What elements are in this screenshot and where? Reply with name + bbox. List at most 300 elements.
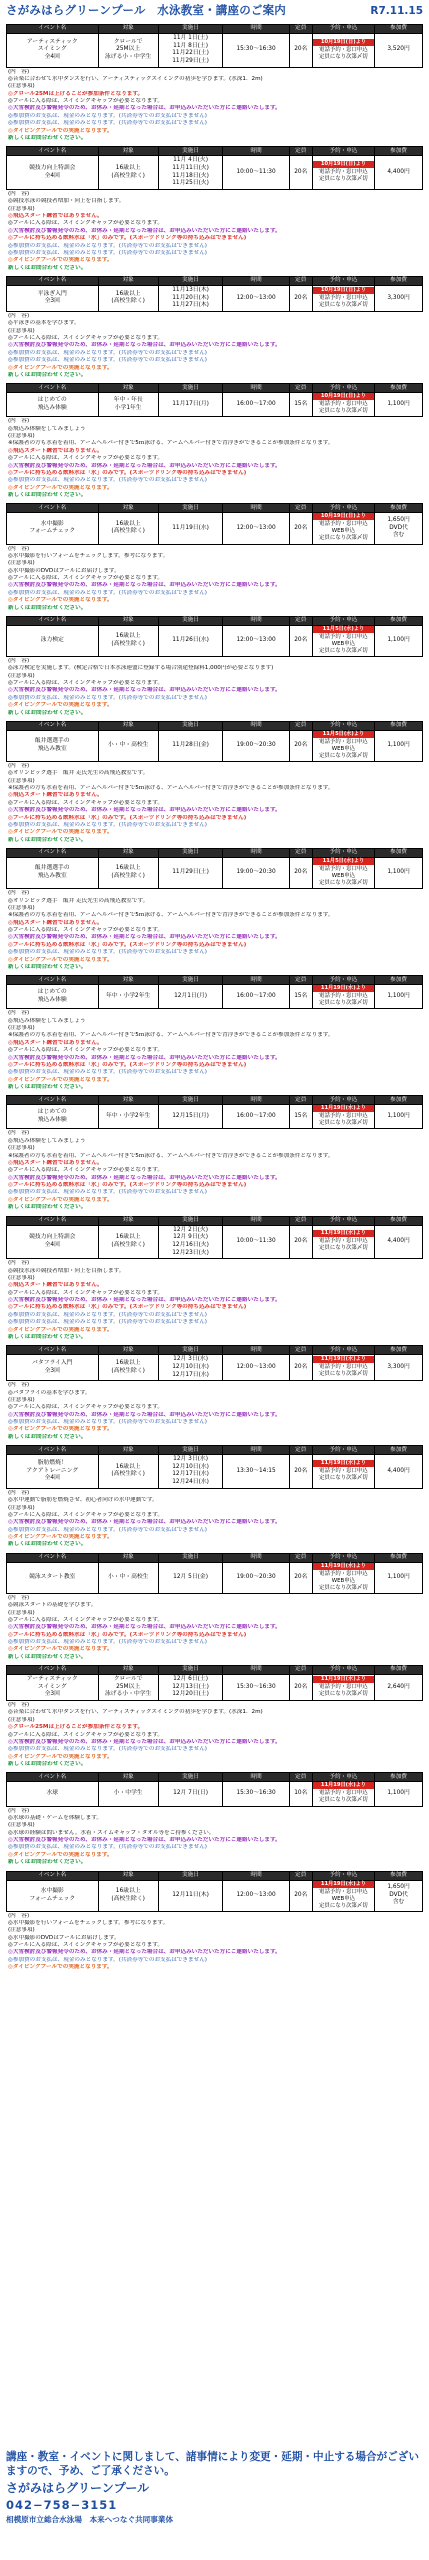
detail-line: ◎参加費のお支払は、現金のみとなります。(共済券等でのお支払はできません) bbox=[8, 349, 207, 356]
col-time: 時間 bbox=[223, 277, 290, 286]
col-target: 対象 bbox=[98, 849, 158, 858]
detail-line: ◎飛込スタート練習ではありません。 bbox=[8, 1159, 103, 1166]
detail-line: ◎参加費のお支払は、現金のみとなります。(共済券等でのお支払はできません) bbox=[8, 249, 207, 256]
col-time: 時間 bbox=[223, 147, 290, 156]
col-target: 対象 bbox=[98, 147, 158, 156]
footer-phone: 042−758−3151 bbox=[6, 2497, 118, 2512]
col-fee: 参加費 bbox=[375, 277, 423, 286]
reservation-start-badge: 11月19日(水)より bbox=[313, 985, 374, 992]
event-list bbox=[6, 24, 423, 1972]
event-table bbox=[6, 975, 423, 1009]
issue-date: R7.11.15 bbox=[370, 5, 423, 17]
detail-line: ◎水球の基礎・ゲームを体験します。 bbox=[8, 1814, 102, 1821]
detail-line: ◎ダイビングプールでの実施となります。 bbox=[8, 956, 113, 963]
event-table bbox=[6, 721, 423, 762]
event-block bbox=[6, 975, 423, 1091]
event-fee: 1,100円 bbox=[375, 1562, 423, 1593]
reservation-start-badge: 11月19日(水)より bbox=[313, 1881, 374, 1888]
table-row bbox=[7, 625, 423, 656]
footer bbox=[6, 2450, 423, 2525]
col-target: 対象 bbox=[98, 1346, 158, 1355]
event-target: 小・中学生 bbox=[98, 1782, 158, 1806]
reservation-method: 電話予約・窓口申込 定員になり次第〆切 bbox=[319, 294, 368, 308]
detail-line: ◎競技水泳の競技者増加・向上を目指します。 bbox=[8, 198, 125, 205]
col-fee: 参加費 bbox=[375, 1216, 423, 1225]
col-reservation: 予約・申込 bbox=[312, 147, 374, 156]
detail-line: ◎音楽に合わせて水中ダンスを行い、アーティスティックスイミングの初歩を学びます。(水深1．2m) bbox=[8, 75, 263, 82]
detail-line: (注意事項) bbox=[8, 904, 35, 911]
event-name: 飯井選選手の 飛込み教室 bbox=[7, 858, 99, 889]
event-name: 平泳ぎ入門 全3回 bbox=[7, 286, 99, 312]
detail-line: ◎水中運動で脂肪を燃焼させ、初心者向けの水中運動です。 bbox=[8, 1497, 158, 1504]
footer-address: 相模原市立総合水泳場 本来へつなぐ共同事業体 bbox=[6, 2514, 174, 2524]
detail-line: (注意事項) bbox=[8, 560, 35, 567]
detail-line: (内 容) bbox=[8, 1807, 30, 1814]
col-reservation: 予約・申込 bbox=[312, 616, 374, 625]
detail-line: 新しくはお問合わせください。 bbox=[8, 1433, 87, 1440]
reservation-method: 電話予約・窓口申込 定員になり次第〆切 bbox=[319, 1364, 368, 1378]
col-fee: 参加費 bbox=[375, 1553, 423, 1562]
event-details bbox=[6, 1594, 423, 1661]
detail-line: ◎大雪検討及び警報発令のため、お休み・延期となった場合は、お申込みいただいた方にご連絡いたします。 bbox=[8, 687, 281, 694]
detail-line: ◎プールに持ち込める飲料水は「水」のみです。(スポーツドリンク等の持ち込みはできません) bbox=[8, 235, 247, 242]
col-target: 対象 bbox=[98, 384, 158, 393]
table-header-row bbox=[7, 1871, 423, 1880]
reservation-method: 電話予約・窓口申込 WEB申込 定員になり次第〆切 bbox=[319, 1888, 368, 1909]
col-time: 時間 bbox=[223, 1346, 290, 1355]
reservation-method: 電話予約・窓口申込 WEB申込 定員になり次第〆切 bbox=[319, 633, 368, 654]
event-dates: 12月 6日(土) 12月13日(土) 12月20日(土) bbox=[158, 1675, 222, 1701]
event-block bbox=[6, 1216, 423, 1342]
detail-line: (内 容) bbox=[8, 418, 30, 425]
event-name: アーティスティック スイミング 全4回 bbox=[7, 34, 99, 68]
detail-line: 新しくはお問合わせください。 bbox=[8, 1541, 87, 1548]
detail-line: ◎プールに入る際は、スイミングキャップが必要となります。 bbox=[8, 455, 163, 462]
table-row bbox=[7, 34, 423, 68]
col-fee: 参加費 bbox=[375, 976, 423, 985]
col-reservation: 予約・申込 bbox=[312, 849, 374, 858]
event-target: 16歳以上 (高校生除く) bbox=[98, 1355, 158, 1381]
detail-line: (注意事項) bbox=[8, 1396, 35, 1403]
reservation-method: 電話予約・窓口申込 WEB申込 定員になり次第〆切 bbox=[319, 738, 368, 759]
col-reservation: 予約・申込 bbox=[312, 1346, 374, 1355]
col-capacity: 定員 bbox=[289, 25, 312, 34]
detail-line: ◎水中撮影のDVDはプールにお届けします。 bbox=[8, 1934, 120, 1941]
col-capacity: 定員 bbox=[289, 504, 312, 513]
detail-line: 新しくはお問合わせください。 bbox=[8, 371, 87, 378]
event-dates: 11月28日(金) bbox=[158, 730, 222, 761]
detail-line: ◎大雪検討及び警報発令のため、お休み・延期となった場合は、お申込みいただいた方にご連絡いたします。 bbox=[8, 1054, 281, 1061]
event-details bbox=[6, 1129, 423, 1211]
event-details bbox=[6, 1009, 423, 1091]
event-block bbox=[6, 1095, 423, 1211]
detail-line: ◎ダイビングプールでの実施となります。 bbox=[8, 127, 113, 134]
detail-line: ◎参加費のお支払は、現金のみとなります。(共済券等でのお支払はできません) bbox=[8, 242, 207, 249]
reservation-start-badge: 11月5日(水)より bbox=[313, 858, 374, 865]
event-dates: 12月11日(木) bbox=[158, 1880, 222, 1911]
col-time: 時間 bbox=[223, 976, 290, 985]
reservation-method: 電話予約・窓口申込 定員になり次第〆切 bbox=[319, 46, 368, 60]
col-time: 時間 bbox=[223, 1773, 290, 1782]
detail-line: 新しくはお問合わせください。 bbox=[8, 264, 87, 271]
reservation-start-badge: 11月19日(水)より bbox=[313, 1356, 374, 1363]
event-name: アーティスティック スイミング 全3回 bbox=[7, 1675, 99, 1701]
detail-line: ◎大雪検討及び警報発令のため、お休み・延期となった場合は、お申込みいただいた方にご連絡いたします。 bbox=[8, 1411, 281, 1418]
detail-line: (注意事項) bbox=[8, 672, 35, 679]
detail-line: ◎大雪検討及び警報発令のため、お休み・延期となった場合は、お申込みいただいた方にご連絡いたします。 bbox=[8, 807, 281, 814]
table-row bbox=[7, 730, 423, 761]
table-row bbox=[7, 393, 423, 417]
detail-line: ◎飛込スタート練習ではありません。 bbox=[8, 792, 103, 799]
event-time: 12:00〜13:00 bbox=[223, 625, 290, 656]
event-dates: 12月 2日(火) 12月 9日(火) 12月16日(火) 12月23日(火) bbox=[158, 1225, 222, 1259]
event-fee: 1,100円 bbox=[375, 730, 423, 761]
event-time: 12:00〜13:00 bbox=[223, 1880, 290, 1911]
col-event-name: イベント名 bbox=[7, 1666, 99, 1675]
event-capacity: 20名 bbox=[289, 1455, 312, 1489]
event-capacity: 20名 bbox=[289, 1225, 312, 1259]
detail-line: ◎オリンピック選手 飯井 走氏先生の高飛込教室です。 bbox=[8, 897, 149, 904]
detail-line: (注意事項) bbox=[8, 1822, 35, 1829]
detail-line: ◎ダイビングプールでの実施となります。 bbox=[8, 1753, 113, 1760]
page-header bbox=[6, 3, 423, 20]
detail-line: ◎飛込み体験をしてみましょう bbox=[8, 1137, 86, 1144]
detail-line: 新しくはお問合わせください。 bbox=[8, 963, 87, 970]
col-date: 実施日 bbox=[158, 849, 222, 858]
table-row bbox=[7, 858, 423, 889]
col-date: 実施日 bbox=[158, 504, 222, 513]
reservation-start-badge: 10月19日(日)より bbox=[313, 513, 374, 520]
event-reservation bbox=[312, 1105, 374, 1129]
detail-line: ◎ダイビングプールでの実施となります。 bbox=[8, 1964, 113, 1971]
event-time: 16:00〜17:00 bbox=[223, 1105, 290, 1129]
detail-line: ◎大雪検討及び警報発令のため、お休み・延期となった場合は、お申込みいただいた方にご連絡いたします。 bbox=[8, 1837, 281, 1843]
detail-line: (注意事項) bbox=[8, 433, 35, 440]
detail-line: ◎大雪検討及び警報発令のため、お休み・延期となった場合は、お申込みいただいた方にご連絡いたします。 bbox=[8, 462, 281, 469]
col-fee: 参加費 bbox=[375, 504, 423, 513]
col-date: 実施日 bbox=[158, 1446, 222, 1455]
col-capacity: 定員 bbox=[289, 1216, 312, 1225]
detail-line: ◎飛込スタート練習ではありません。 bbox=[8, 447, 103, 454]
detail-line: (内 容) bbox=[8, 312, 30, 319]
detail-line: ◎ダイビングプールでの実施となります。 bbox=[8, 484, 113, 491]
event-name: はじめての 飛込み体験 bbox=[7, 1105, 99, 1129]
event-time: 10:00〜11:30 bbox=[223, 1225, 290, 1259]
event-details bbox=[6, 1259, 423, 1341]
col-event-name: イベント名 bbox=[7, 1773, 99, 1782]
detail-line: ◎参加費のお支払は、現金のみとなります。(共済券等でのお支払はできません) bbox=[8, 694, 207, 701]
detail-line: ◎プールに持ち込める飲料水は「水」のみです。(スポーツドリンク等の持ち込みはできません) bbox=[8, 1631, 247, 1638]
event-target: クロールで 25M以上 泳げる小・中学生 bbox=[98, 1675, 158, 1701]
detail-line: 新しくはお問合わせください。 bbox=[8, 134, 87, 141]
col-event-name: イベント名 bbox=[7, 147, 99, 156]
table-row bbox=[7, 156, 423, 190]
col-target: 対象 bbox=[98, 25, 158, 34]
col-fee: 参加費 bbox=[375, 1346, 423, 1355]
detail-line: ◎クロール25Mは上げることが参加条件となります。 bbox=[8, 1724, 144, 1731]
detail-line: (注意事項) bbox=[8, 777, 35, 784]
col-capacity: 定員 bbox=[289, 384, 312, 393]
detail-line: (注意事項) bbox=[8, 1274, 35, 1281]
col-capacity: 定員 bbox=[289, 1446, 312, 1455]
event-time: 10:00〜11:30 bbox=[223, 156, 290, 190]
detail-line: 新しくはお問合わせください。 bbox=[8, 604, 87, 611]
detail-line: (内 容) bbox=[8, 1489, 30, 1496]
table-row bbox=[7, 513, 423, 544]
footer-pool-name: さがみはらグリーンプール bbox=[6, 2480, 150, 2495]
table-row bbox=[7, 1355, 423, 1381]
event-capacity: 15名 bbox=[289, 393, 312, 417]
detail-line: ◎泳力検定を実施します。(検定合格で日本水泳連盟に登録する場合別途登録料1,000円が必要となります) bbox=[8, 665, 274, 672]
detail-line: ◎参加費のお支払は、現金のみとなります。(共済券等でのお支払はできません) bbox=[8, 1526, 207, 1533]
event-block bbox=[6, 1871, 423, 1972]
event-dates: 11月19日(水) bbox=[158, 513, 222, 544]
event-time: 12:00〜13:00 bbox=[223, 1355, 290, 1381]
detail-line: ◎大雪検討及び警報発令のため、お休み・延期となった場合は、お申込みいただいた方にご連絡いたします。 bbox=[8, 1297, 281, 1304]
detail-line: ◎プールに入る際は、スイミングキャップが必要となります。 bbox=[8, 927, 163, 934]
col-reservation: 予約・申込 bbox=[312, 504, 374, 513]
col-capacity: 定員 bbox=[289, 1553, 312, 1562]
detail-line: ◎プールに入る際は、スイミングキャップが必要となります。 bbox=[8, 1404, 163, 1411]
col-date: 実施日 bbox=[158, 976, 222, 985]
event-table bbox=[6, 1345, 423, 1381]
detail-line: ◎参加費のお支払は、現金のみとなります。(共済券等でのお支払はできません) bbox=[8, 1639, 207, 1646]
reservation-start-badge: 11月5日(水)より bbox=[313, 626, 374, 633]
col-date: 実施日 bbox=[158, 1096, 222, 1105]
detail-line: ◎ダイビングプールでの実施となります。 bbox=[8, 1076, 113, 1083]
col-reservation: 予約・申込 bbox=[312, 1666, 374, 1675]
event-details bbox=[6, 657, 423, 717]
col-date: 実施日 bbox=[158, 616, 222, 625]
detail-line: ◎プールに入る際は、スイミングキャップが必要となります。 bbox=[8, 1616, 163, 1623]
col-target: 対象 bbox=[98, 1096, 158, 1105]
detail-line: ◎参加費のお支払は、現金のみとなります。(共済券等でのお支払はできません) bbox=[8, 1956, 207, 1963]
detail-line: 新しくはお問合わせください。 bbox=[8, 709, 87, 716]
event-fee: 3,300円 bbox=[375, 1355, 423, 1381]
table-header-row bbox=[7, 1446, 423, 1455]
detail-line: (内 容) bbox=[8, 1130, 30, 1137]
detail-line: 新しくはお問合わせください。 bbox=[8, 1859, 87, 1866]
event-table bbox=[6, 383, 423, 417]
detail-line: ◎プールに持ち込める飲料水は「水」のみです。(スポーツドリンク等の持ち込みはできません) bbox=[8, 1182, 247, 1189]
col-reservation: 予約・申込 bbox=[312, 1096, 374, 1105]
col-target: 対象 bbox=[98, 1666, 158, 1675]
event-fee: 1,650円 DVD代 含む bbox=[375, 1880, 423, 1911]
event-target: 小・中・高校生 bbox=[98, 730, 158, 761]
detail-line: ◎プールに持ち込める飲料水は「水」のみです。(スポーツドリンク等の持ち込みはできません) bbox=[8, 941, 247, 948]
table-header-row bbox=[7, 504, 423, 513]
detail-line: ◎プールに入る際は、スイミングキャップが必要となります。 bbox=[8, 1942, 163, 1949]
table-row bbox=[7, 1675, 423, 1701]
detail-line: ◎参加費のお支払は、現金のみとなります。(共済券等でのお支払はできません) bbox=[8, 120, 207, 127]
col-target: 対象 bbox=[98, 976, 158, 985]
detail-line: ◎ダイビングプールでの実施となります。 bbox=[8, 1646, 113, 1653]
event-time: 15:30〜16:30 bbox=[223, 1782, 290, 1806]
col-fee: 参加費 bbox=[375, 1096, 423, 1105]
event-capacity: 15名 bbox=[289, 1105, 312, 1129]
event-table bbox=[6, 848, 423, 889]
col-reservation: 予約・申込 bbox=[312, 25, 374, 34]
event-fee: 1,100円 bbox=[375, 985, 423, 1009]
detail-line: ◎参加費のお支払は、現金のみとなります。(共済券等でのお支払はできません) bbox=[8, 357, 207, 364]
detail-line: ◎水球の経験は問いません。水着・スイムキャップ・タオル等をご持参ください。 bbox=[8, 1829, 215, 1836]
detail-line: ◎飛込み体験をしてみましょう bbox=[8, 425, 86, 432]
detail-line: (内 容) bbox=[8, 68, 30, 75]
detail-line: ◎大雪検討及び警報発令のため、お休み・延期となった場合は、お申込みいただいた方にご連絡いたします。 bbox=[8, 1174, 281, 1181]
event-fee: 2,640円 bbox=[375, 1675, 423, 1701]
detail-line: (内 容) bbox=[8, 657, 30, 664]
event-fee: 1,100円 bbox=[375, 858, 423, 889]
event-details bbox=[6, 889, 423, 971]
col-date: 実施日 bbox=[158, 1346, 222, 1355]
detail-line: ◎大雪検討及び警報発令のため、お休み・延期となった場合は、お申込みいただいた方にご連絡いたします。 bbox=[8, 105, 281, 112]
event-details bbox=[6, 68, 423, 143]
detail-line: ◎プールに持ち込める飲料水は「水」のみです。(スポーツドリンク等の持ち込みはできません) bbox=[8, 1061, 247, 1068]
detail-line: ◎ダイビングプールでの実施となります。 bbox=[8, 1534, 113, 1540]
reservation-start-badge: 11月19日(水)より bbox=[313, 1676, 374, 1683]
col-target: 対象 bbox=[98, 616, 158, 625]
detail-line: ◎プールに入る際は、スイミングキャップが必要となります。 bbox=[8, 680, 163, 687]
col-time: 時間 bbox=[223, 25, 290, 34]
detail-line: ◎飛込スタート練習ではありません。 bbox=[8, 1039, 103, 1046]
event-name: 競技力向上特訓会 全4回 bbox=[7, 1225, 99, 1259]
event-fee: 1,650円 DVD代 含む bbox=[375, 513, 423, 544]
event-block bbox=[6, 276, 423, 379]
detail-line: ◎大雪検討及び警報発令のため、お休み・延期となった場合は、お申込みいただいた方にご連絡いたします。 bbox=[8, 227, 281, 234]
table-header-row bbox=[7, 25, 423, 34]
col-target: 対象 bbox=[98, 721, 158, 730]
detail-line: ◎大雪検討及び警報発令のため、お休み・延期となった場合は、お申込みいただいた方にご連絡いたします。 bbox=[8, 934, 281, 941]
event-time: 12:00〜13:00 bbox=[223, 286, 290, 312]
detail-line: 新しくはお問合わせください。 bbox=[8, 1084, 87, 1091]
event-time: 19:00〜20:30 bbox=[223, 730, 290, 761]
col-fee: 参加費 bbox=[375, 616, 423, 625]
detail-line: ◎プールに持ち込める飲料水は「水」のみです。(スポーツドリンク等の持ち込みはできません) bbox=[8, 814, 247, 821]
detail-line: ◎競技水泳の競技者増加・向上を目指します。 bbox=[8, 1267, 125, 1274]
reservation-method: 電話予約・窓口申込 定員になり次第〆切 bbox=[319, 993, 368, 1007]
event-reservation bbox=[312, 1355, 374, 1381]
event-table bbox=[6, 276, 423, 312]
table-row bbox=[7, 985, 423, 1009]
detail-line: (注意事項) bbox=[8, 1025, 35, 1032]
col-capacity: 定員 bbox=[289, 849, 312, 858]
detail-line: ◎クロール25Mは上げることが参加条件となります。 bbox=[8, 90, 144, 97]
event-capacity: 20名 bbox=[289, 34, 312, 68]
col-reservation: 予約・申込 bbox=[312, 721, 374, 730]
table-header-row bbox=[7, 616, 423, 625]
page-title: さがみはらグリーンプール 水泳教室・講座のご案内 bbox=[6, 3, 286, 17]
detail-line: (内 容) bbox=[8, 190, 30, 197]
event-target: 16歳以上 (高校生除く) bbox=[98, 156, 158, 190]
event-block bbox=[6, 1553, 423, 1661]
col-time: 時間 bbox=[223, 504, 290, 513]
detail-line: ◎飛込スタート練習ではありません。 bbox=[8, 1282, 103, 1289]
event-time: 15:30〜16:30 bbox=[223, 1675, 290, 1701]
event-fee: 1,100円 bbox=[375, 1782, 423, 1806]
col-event-name: イベント名 bbox=[7, 1553, 99, 1562]
table-row bbox=[7, 1105, 423, 1129]
detail-line: ※保護者の方も水着を着用、アームヘルパー付きで5ｍ泳げる、アームヘルパー付きで背浮きができることが参加条件となります。 bbox=[8, 1032, 334, 1039]
col-reservation: 予約・申込 bbox=[312, 1216, 374, 1225]
col-reservation: 予約・申込 bbox=[312, 1773, 374, 1782]
event-name: 泳力検定 bbox=[7, 625, 99, 656]
detail-line: ◎ダイビングプールでの実施となります。 bbox=[8, 1851, 113, 1858]
event-details bbox=[6, 1807, 423, 1867]
detail-line: (内 容) bbox=[8, 545, 30, 552]
detail-line: (内 容) bbox=[8, 1010, 30, 1017]
event-details bbox=[6, 762, 423, 844]
detail-line: ◎飛込スタート練習ではありません。 bbox=[8, 919, 103, 926]
col-date: 実施日 bbox=[158, 1773, 222, 1782]
event-dates: 11月26日(水) bbox=[158, 625, 222, 656]
reservation-start-badge: 11月19日(水)より bbox=[313, 1105, 374, 1112]
detail-line: ◎参加費のお支払は、現金のみとなります。(共済券等でのお支払はできません) bbox=[8, 949, 207, 956]
col-date: 実施日 bbox=[158, 384, 222, 393]
event-reservation bbox=[312, 858, 374, 889]
event-capacity: 15名 bbox=[289, 985, 312, 1009]
detail-line: ◎参加費のお支払は、現金のみとなります。(共済券等でのお支払はできません) bbox=[8, 1844, 207, 1851]
event-name: 競泳スタート教室 bbox=[7, 1562, 99, 1593]
detail-line: ◎参加費のお支払は、現金のみとなります。(共済券等でのお支払はできません) bbox=[8, 1746, 207, 1753]
event-name: はじめての 飛込み体験 bbox=[7, 985, 99, 1009]
event-block bbox=[6, 1772, 423, 1866]
reservation-start-badge: 10月19日(日)より bbox=[313, 39, 374, 46]
reservation-start-badge: 11月19日(水)より bbox=[313, 1460, 374, 1467]
event-block bbox=[6, 503, 423, 611]
event-details bbox=[6, 545, 423, 612]
event-reservation bbox=[312, 1782, 374, 1806]
event-dates: 12月 7日(日) bbox=[158, 1782, 222, 1806]
reservation-method: 電話予約・窓口申込 定員になり次第〆切 bbox=[319, 1467, 368, 1481]
event-block bbox=[6, 383, 423, 499]
col-capacity: 定員 bbox=[289, 147, 312, 156]
reservation-method: 電話予約・窓口申込 定員になり次第〆切 bbox=[319, 1113, 368, 1127]
event-block bbox=[6, 616, 423, 717]
col-reservation: 予約・申込 bbox=[312, 1553, 374, 1562]
event-block bbox=[6, 146, 423, 272]
detail-line: ◎参加費のお支払は、現金のみとなります。(共済券等でのお支払はできません) bbox=[8, 821, 207, 828]
event-fee: 1,100円 bbox=[375, 1105, 423, 1129]
event-block bbox=[6, 24, 423, 142]
event-fee: 1,100円 bbox=[375, 625, 423, 656]
table-header-row bbox=[7, 721, 423, 730]
detail-line: ※保護者の方も水着を着用、アームヘルパー付きで5ｍ泳げる、アームヘルパー付きで背浮きができることが参加条件となります。 bbox=[8, 785, 334, 792]
event-reservation bbox=[312, 286, 374, 312]
col-fee: 参加費 bbox=[375, 147, 423, 156]
detail-line: ◎水中撮影のDVDはプールにお届けします。 bbox=[8, 567, 120, 574]
footer-notice: 講座・教室・イベントに関しまして、諸事情により変更・延期・中止する場合がございますので、予め、ご了承ください。 bbox=[6, 2451, 419, 2478]
table-header-row bbox=[7, 976, 423, 985]
detail-line: ◎ダイビングプールでの実施となります。 bbox=[8, 829, 113, 836]
event-capacity: 20名 bbox=[289, 156, 312, 190]
event-table bbox=[6, 1553, 423, 1594]
event-capacity: 20名 bbox=[289, 858, 312, 889]
reservation-start-badge: 11月19日(水)より bbox=[313, 1230, 374, 1237]
col-event-name: イベント名 bbox=[7, 616, 99, 625]
col-capacity: 定員 bbox=[289, 1773, 312, 1782]
table-row bbox=[7, 1782, 423, 1806]
table-row bbox=[7, 1455, 423, 1489]
detail-line: 新しくはお問合わせください。 bbox=[8, 1204, 87, 1211]
detail-line: (注意事項) bbox=[8, 205, 35, 212]
reservation-method: 電話予約・窓口申込 定員になり次第〆切 bbox=[319, 1790, 368, 1804]
event-fee: 1,100円 bbox=[375, 393, 423, 417]
detail-line: (内 容) bbox=[8, 1260, 30, 1267]
col-reservation: 予約・申込 bbox=[312, 1446, 374, 1455]
col-fee: 参加費 bbox=[375, 849, 423, 858]
detail-line: ◎プールに入る際は、スイミングキャップが必要となります。 bbox=[8, 220, 163, 227]
reservation-method: 電話予約・窓口申込 定員になり次第〆切 bbox=[319, 1684, 368, 1698]
